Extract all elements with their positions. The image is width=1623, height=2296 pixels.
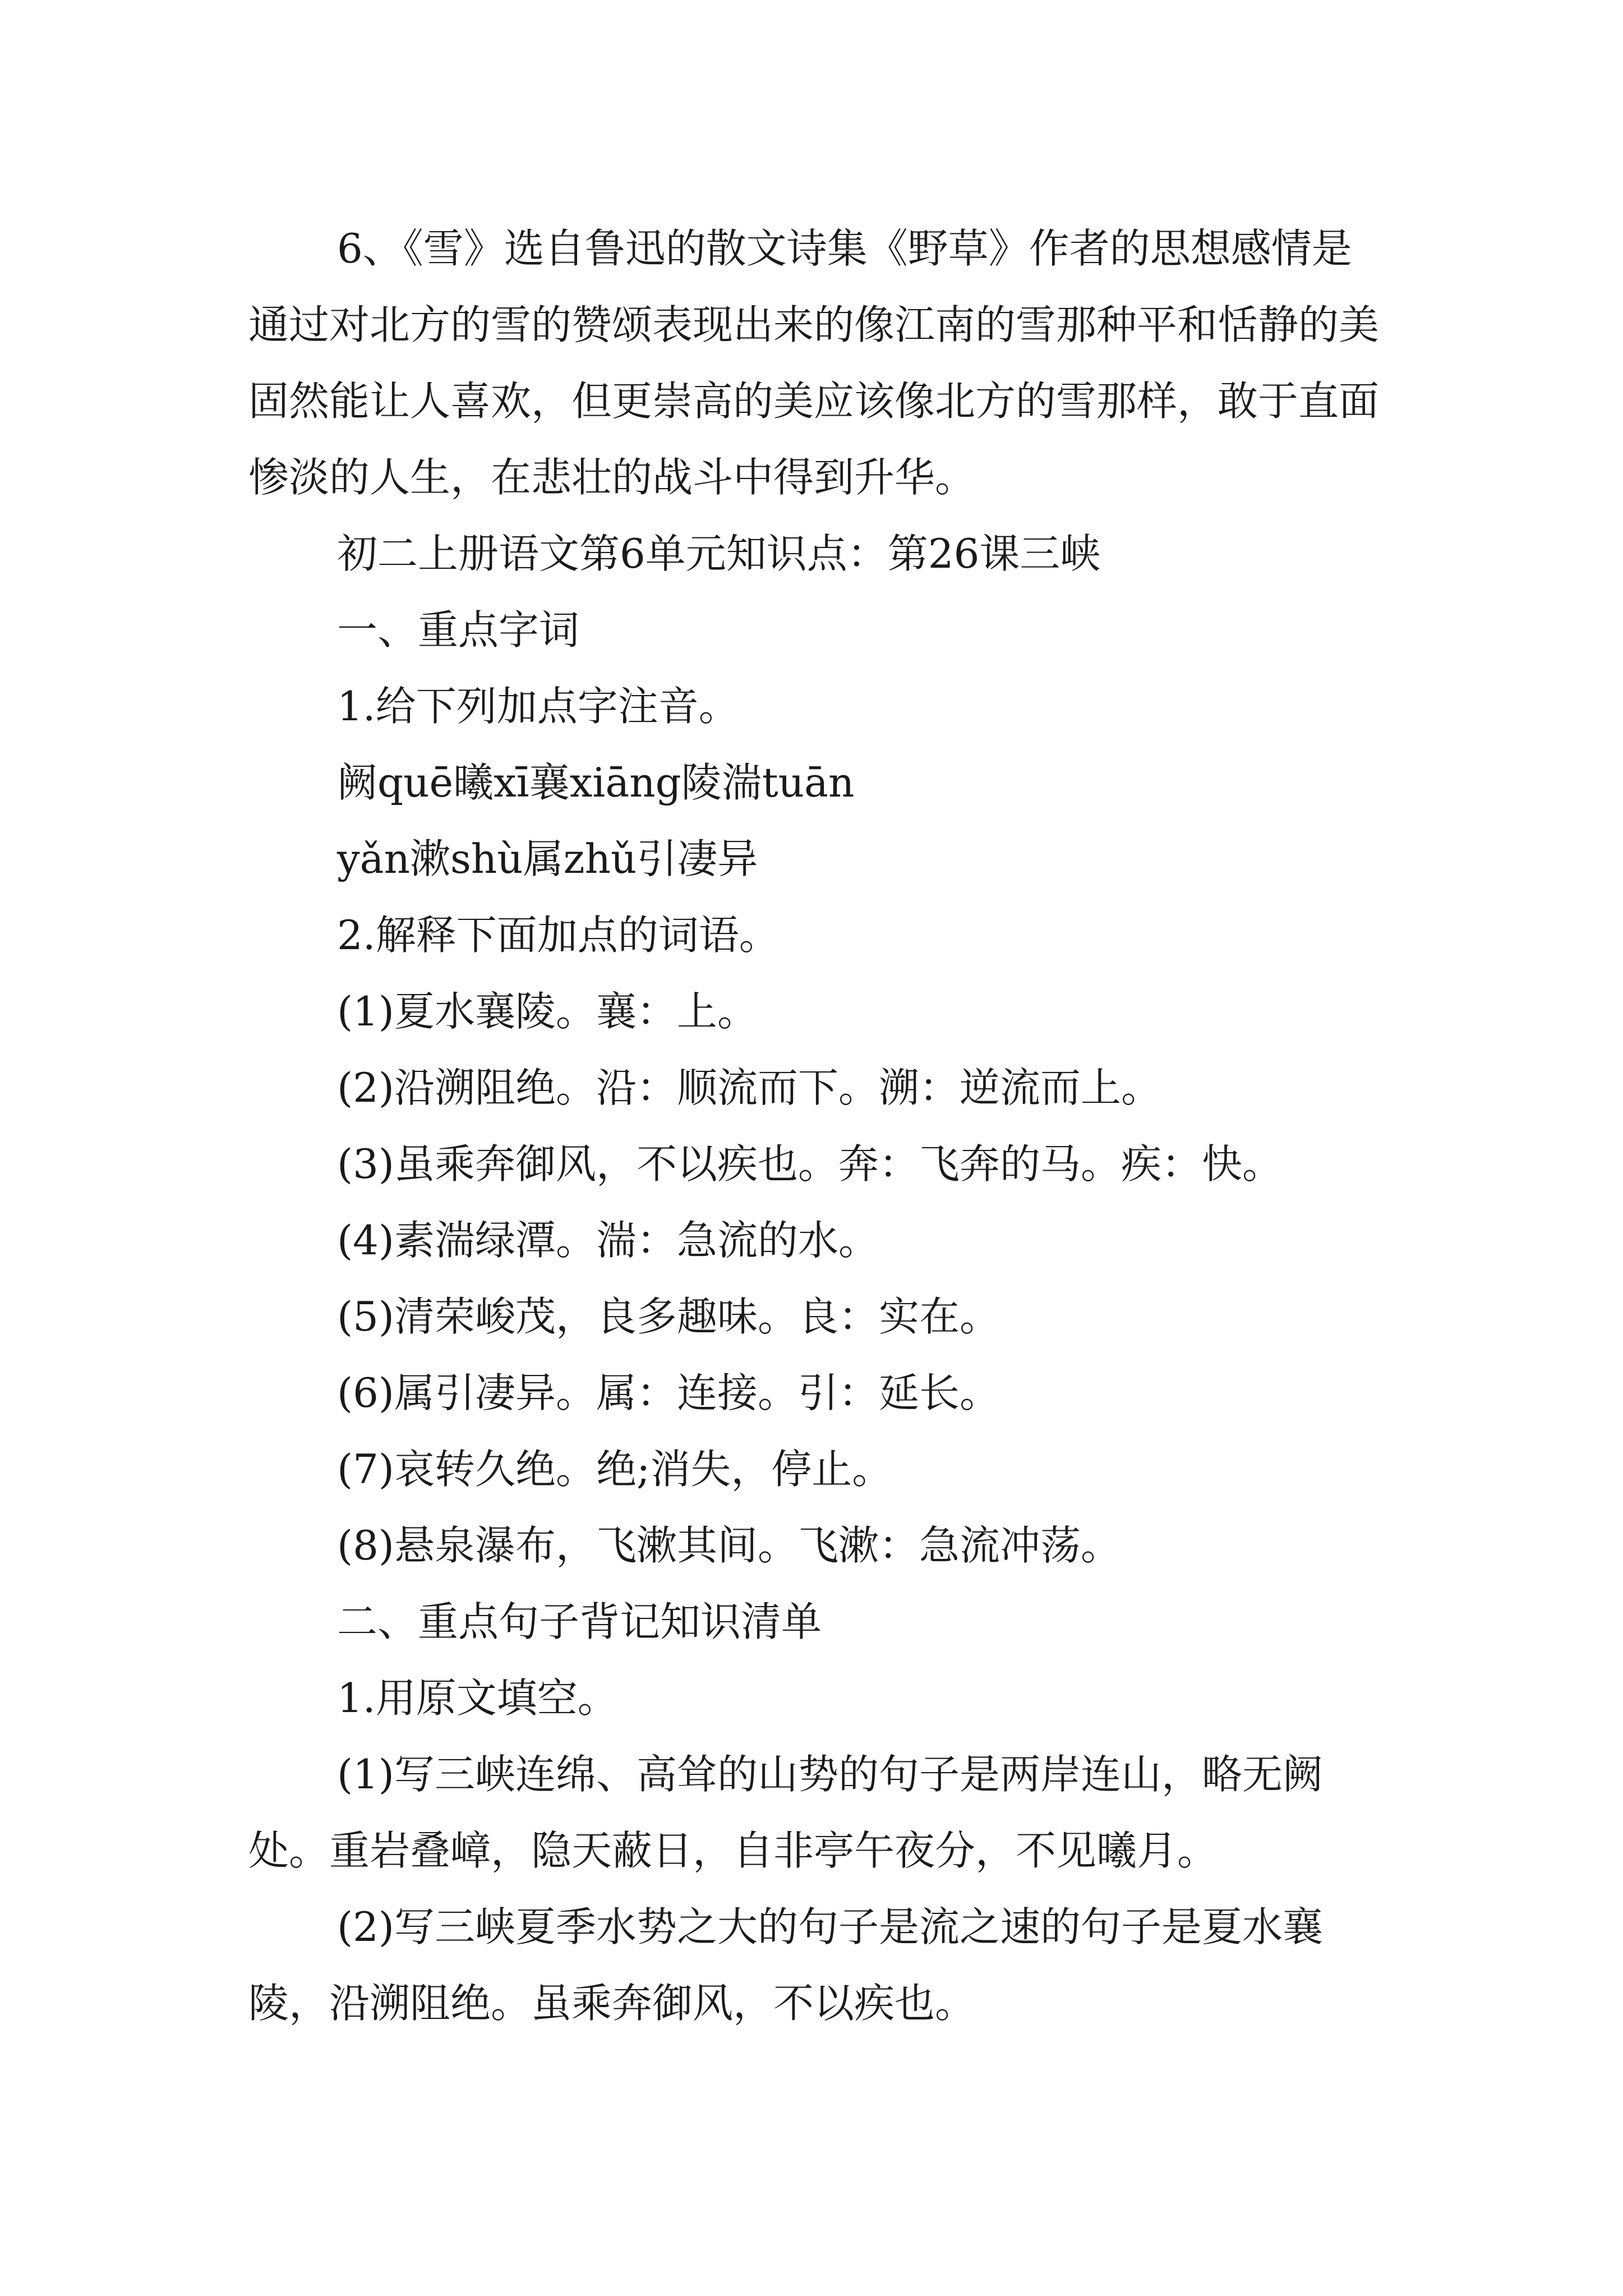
section-heading-key-sentences: 二、重点句子背记知识清单 [337, 1598, 822, 1645]
question-2-explain-words: 2.解释下面加点的词语。 [337, 912, 780, 959]
fill-item-2: (2)写三峡夏季水势之大的句子是流之速的句子是夏水襄陵，沿溯阻绝。虽乘奔御风，不以疾也。 [248, 1903, 1323, 2027]
explanation-item-5: (5)清荣峻茂，良多趣味。良：实在。 [337, 1293, 1000, 1340]
explanation-item-6: (6)属引凄异。属：连接。引：延长。 [337, 1369, 1000, 1416]
explanation-item-1: (1)夏水襄陵。襄：上。 [337, 988, 758, 1035]
explanation-item-4: (4)素湍绿潭。湍：急流的水。 [337, 1217, 879, 1264]
document-body [248, 210, 1381, 2041]
explanation-item-3: (3)虽乘奔御风，不以疾也。奔：飞奔的马。疾：快。 [337, 1140, 1283, 1188]
explanation-item-2: (2)沿溯阻绝。沿：顺流而下。溯：逆流而上。 [337, 1064, 1161, 1111]
question-fill-blanks: 1.用原文填空。 [337, 1674, 618, 1722]
pinyin-line-2: yǎn漱shù属zhǔ引凄异 [337, 835, 758, 882]
fill-item-1: (1)写三峡连绵、高耸的山势的句子是两岸连山，略无阙处。重岩叠嶂，隐天蔽日，自非亭午夜分，不见曦月。 [248, 1751, 1323, 1874]
question-1-pronunciation: 1.给下列加点字注音。 [337, 683, 739, 730]
explanation-item-7: (7)哀转久绝。绝;消失，停止。 [337, 1446, 893, 1493]
lesson-heading: 初二上册语文第6单元知识点：第26课三峡 [337, 530, 1101, 577]
paragraph-xue-summary: 6、《雪》选自鲁迅的散文诗集《野草》作者的思想感情是通过对北方的雪的赞颂表现出来的像江南的雪那种平和恬静的美固然能让人喜欢，但更崇高的美应该像北方的雪那样，敢于直面惨淡的人生，在悲壮的战斗中得到升华。 [248, 225, 1380, 501]
pinyin-line-1: 阙quē曦xī襄xiāng陵湍tuān [337, 759, 855, 806]
section-heading-key-words: 一、重点字词 [337, 606, 580, 654]
explanation-item-8: (8)悬泉瀑布，飞漱其间。飞漱：急流冲荡。 [337, 1522, 1121, 1569]
